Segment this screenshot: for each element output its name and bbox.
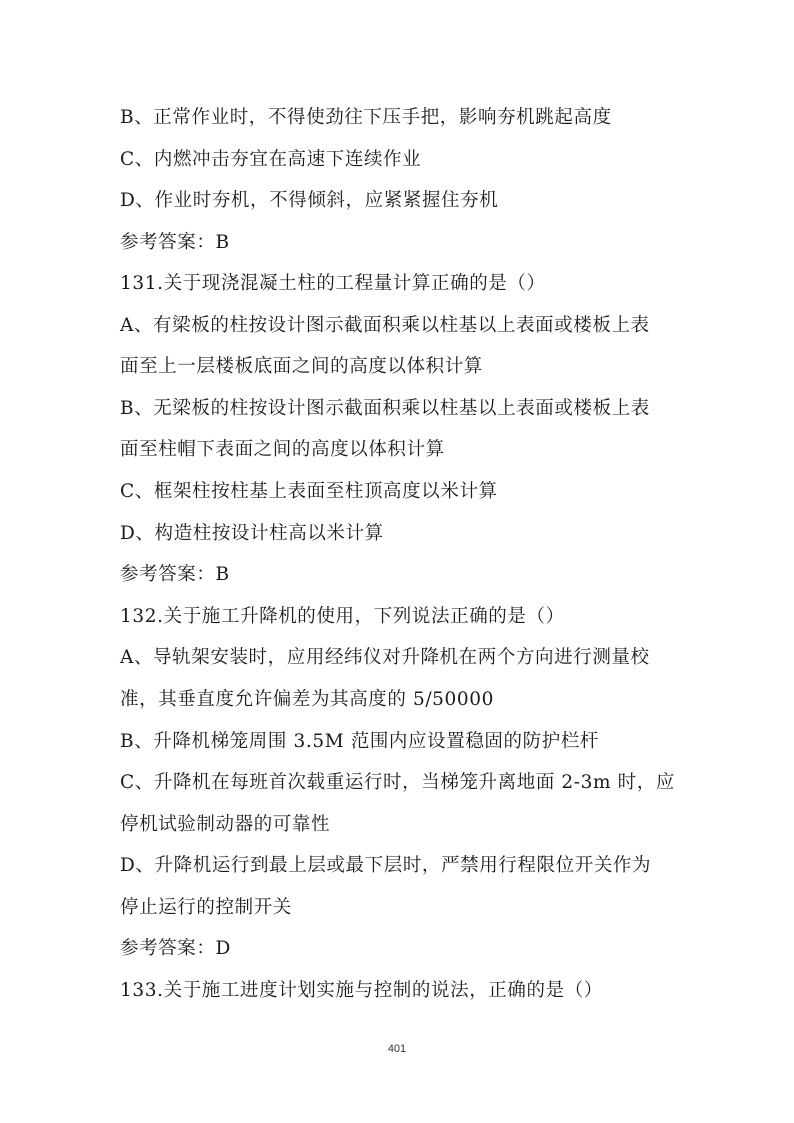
page-number: 401 (387, 1043, 407, 1055)
option-c-q131: C、框架柱按柱基上表面至柱顶高度以米计算 (120, 481, 498, 502)
option-c-q132-line2: 停机试验制动器的可靠性 (120, 814, 331, 835)
answer-q132: 参考答案：D (120, 938, 231, 959)
option-b-q131-line2: 面至柱帽下表面之间的高度以体积计算 (120, 439, 445, 460)
option-b-q130: B、正常作业时，不得使劲往下压手把，影响夯机跳起高度 (120, 107, 612, 128)
option-d-q132-line2: 停止运行的控制开关 (120, 897, 292, 918)
option-a-q132-line1: A、导轨架安装时，应用经纬仪对升降机在两个方向进行测量校 (120, 647, 650, 668)
option-a-q132-line2: 准，其垂直度允许偏差为其高度的 5/50000 (120, 689, 495, 710)
option-a-q131-line1: A、有梁板的柱按设计图示截面积乘以柱基以上表面或楼板上表 (120, 315, 650, 336)
option-d-q132-line1: D、升降机运行到最上层或最下层时，严禁用行程限位开关作为 (120, 855, 652, 876)
answer-q130: 参考答案：B (120, 232, 230, 253)
option-b-q132: B、升降机梯笼周围 3.5M 范围内应设置稳固的防护栏杆 (120, 731, 600, 752)
option-c-q130: C、内燃冲击夯宜在高速下连续作业 (120, 149, 422, 170)
question-131: 131.关于现浇混凝土柱的工程量计算正确的是（） (120, 273, 546, 294)
question-133: 133.关于施工进度计划实施与控制的说法，正确的是（） (120, 980, 603, 1001)
option-d-q131: D、构造柱按设计柱高以米计算 (120, 523, 384, 544)
option-b-q131-line1: B、无梁板的柱按设计图示截面积乘以柱基以上表面或楼板上表 (120, 398, 650, 419)
question-132: 132.关于施工升降机的使用，下列说法正确的是（） (120, 606, 565, 627)
option-c-q132-line1: C、升降机在每班首次载重运行时，当梯笼升离地面 2-3m 时，应 (120, 772, 675, 793)
answer-q131: 参考答案：B (120, 564, 230, 585)
option-a-q131-line2: 面至上一层楼板底面之间的高度以体积计算 (120, 356, 483, 377)
option-d-q130: D、作业时夯机，不得倾斜，应紧紧握住夯机 (120, 190, 499, 211)
